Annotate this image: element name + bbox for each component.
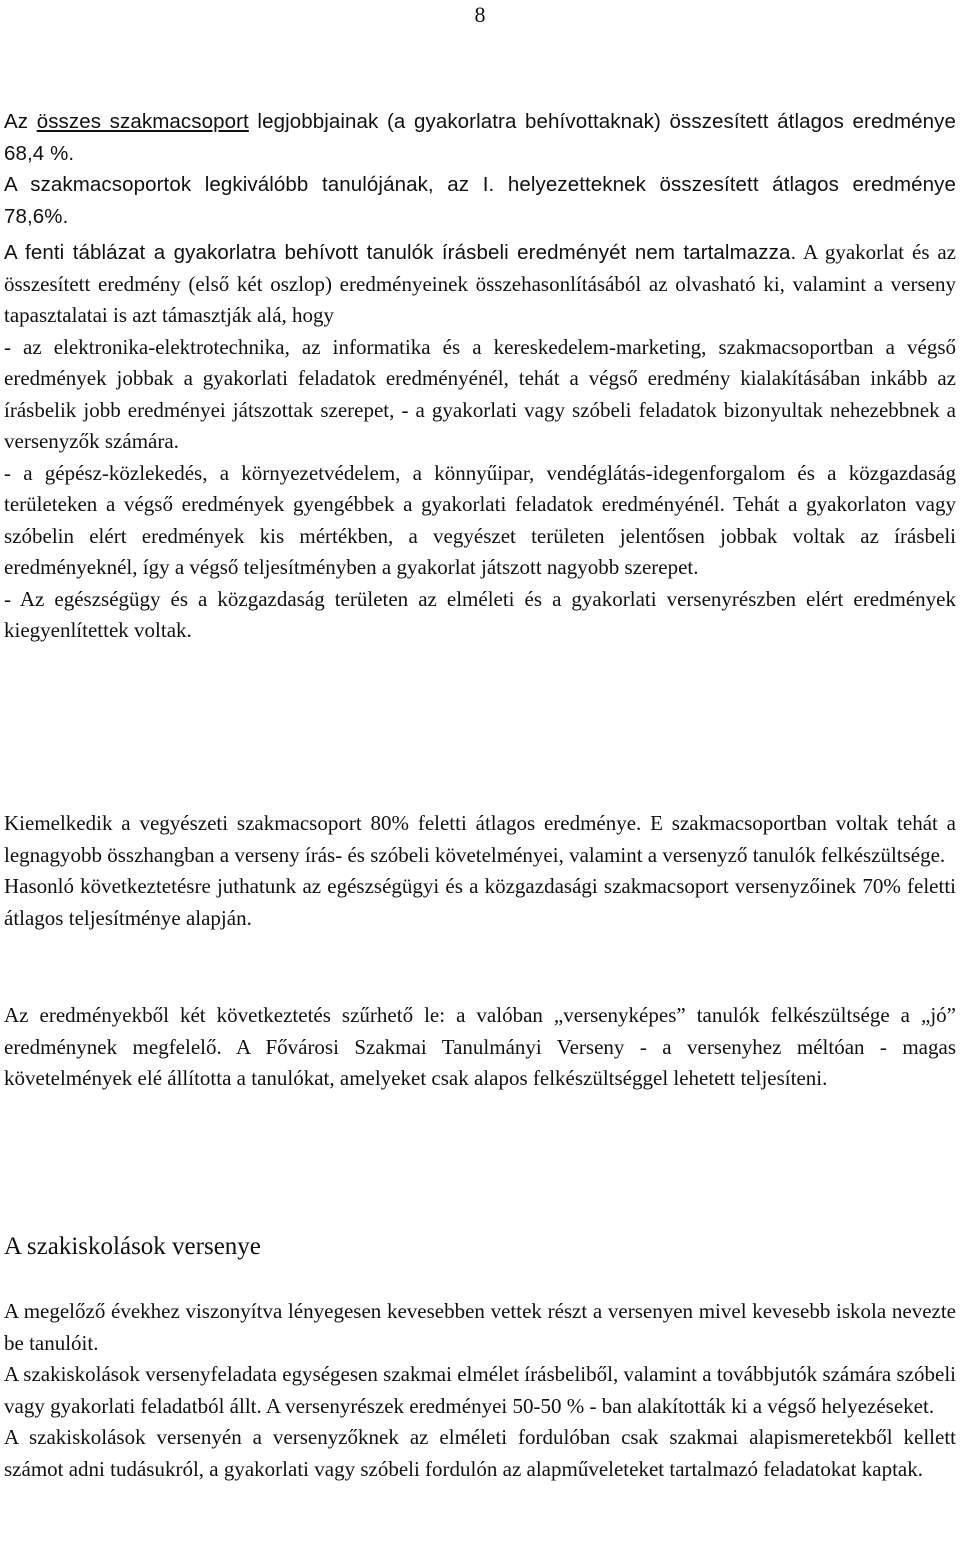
summary-paragraph [4, 106, 956, 232]
vocational-para-1: A megelőző évekhez viszonyítva lényegesen kevesebben vettek részt a versenyen mivel kevesebb iskola nevezte be tanulóit. [4, 1299, 956, 1355]
vocational-paragraph [4, 1296, 956, 1485]
summary-line-1-post: legjobbjainak (a gyakorlatra behívottaknak) összesített átlagos eredménye 68,4 %. [4, 110, 957, 165]
analysis-bullet-3: - Az egészségügy és a közgazdaság területen az elméleti és a gyakorlati versenyrészben elért eredmények kiegyenlítettek voltak. [4, 586, 956, 642]
highlight-para-2: Hasonló következtetésre juthatunk az egészségügyi és a közgazdasági szakmacsoport versenyzőinek 70% feletti átlagos teljesítménye alapján. [4, 874, 956, 930]
vocational-para-2: A szakiskolások versenyfeladata egységesen szakmai elmélet írásbeliből, valamint a továbbjutók számára szóbeli vagy gyakorlati feladatból állt. A versenyrészek eredményei 50-50 % - ban alakították ki a végső helyezéseket. [4, 1362, 956, 1418]
highlight-para-1: Kiemelkedik a vegyészeti szakmacsoport 80% feletti átlagos eredménye. E szakmacsoportban voltak tehát a legnagyobb összhangban a verseny írás- és szóbeli követelményei, valamint a versenyző tanulók felkészültsége. [4, 811, 956, 867]
summary-line-1-pre: Az [4, 110, 37, 133]
vocational-para-3: A szakiskolások versenyén a versenyzőknek az elméleti fordulóban csak szakmai alapismeretekből kellett számot adni tudásukról, a gyakorlati vagy szóbeli fordulón az alapműveleteket tartalmazó feladatokat kaptak. [4, 1425, 956, 1481]
analysis-intro-sentence-2: A gyakorlat és az összesített eredmény (első két oszlop) eredményeinek összehasonlításából az olvasható ki, valamint a verseny tapasztalatai is azt támasztják alá, hogy [4, 240, 956, 327]
analysis-intro [4, 237, 956, 332]
summary-line-2: A szakmacsoportok legkiválóbb tanulójának, az I. helyezetteknek összesített átlagos eredménye 78,6%. [4, 173, 956, 228]
summary-line-1 [4, 106, 956, 169]
page-number: 8 [474, 2, 486, 27]
analysis-intro-sentence-1: A fenti táblázat a gyakorlatra behívott tanulók írásbeli eredményét nem tartalmazza. [4, 241, 797, 264]
conclusion-paragraph [4, 1000, 956, 1095]
analysis-paragraph [4, 237, 956, 647]
analysis-bullet-2: - a gépész-közlekedés, a környezetvédelem, a könnyűipar, vendéglátás-idegenforgalom és a közgazdaság területeken a végső eredmények gyengébbek a gyakorlati feladatok eredményénél. Tehát a gyakorlaton vagy szóbelin elért eredmények kis mértékben, a vegyészet területen jelentősen jobbak voltak az írásbeli eredményeknél, így a végső teljesítményben a gyakorlat játszott nagyobb szerepet. [4, 460, 956, 579]
analysis-bullet-1: - az elektronika-elektrotechnika, az informatika és a kereskedelem-marketing, szakmacsoportban a végső eredmények jobbak a gyakorlati feladatok eredményénél, tehát a végső eredmény kialakításában inkább az írásbelik jobb eredményei játszottak szerepet, - a gyakorlati vagy szóbeli feladatok bizonyultak nehezebbnek a versenyzők számára. [4, 334, 956, 453]
section-heading: A szakiskolások versenye [4, 1233, 261, 1260]
conclusion-para-1: Az eredményekből két következtetés szűrhető le: a valóban „versenyképes” tanulók felkészültsége a „jó” eredménynek megfelelő. A Fővárosi Szakmai Tanulmányi Verseny - a versenyhez méltóan - magas követelmények elé állította a tanulókat, amelyeket csak alapos felkészültséggel lehetett teljesíteni. [4, 1003, 956, 1090]
highlight-paragraph [4, 808, 956, 934]
summary-line-1-underlined: összes szakmacsoport [36, 110, 249, 133]
